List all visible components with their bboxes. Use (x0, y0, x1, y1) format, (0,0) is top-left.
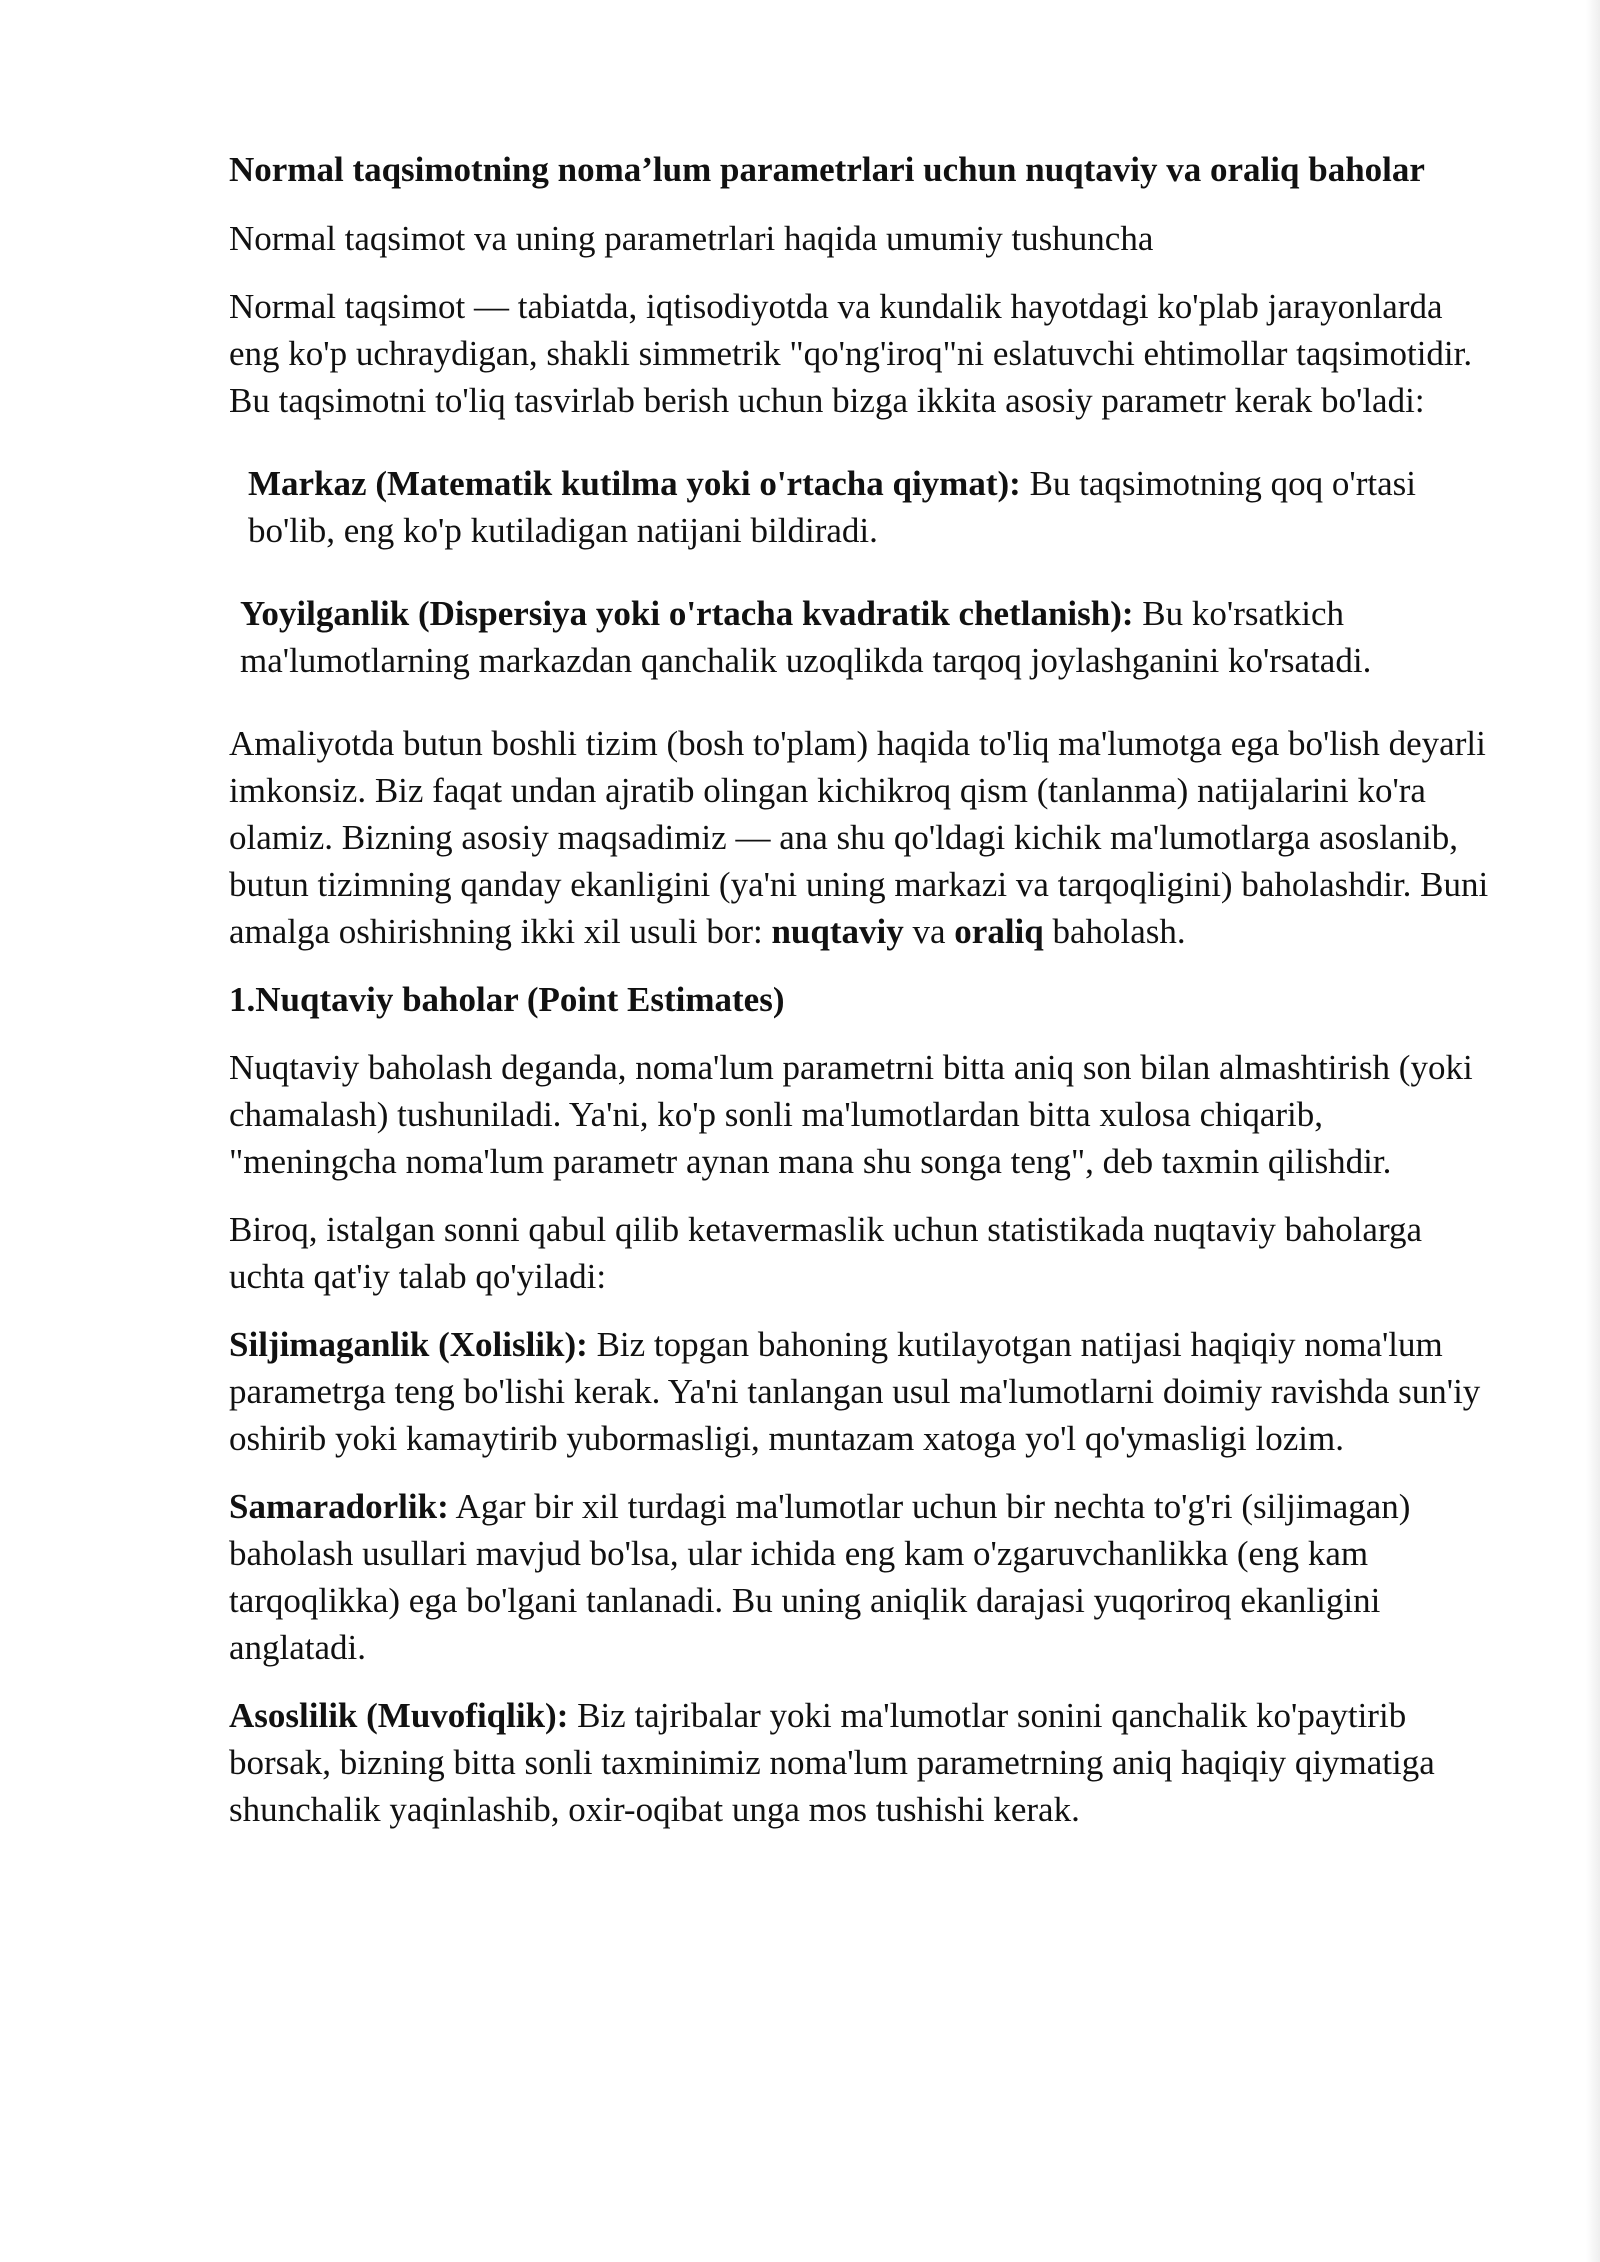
practice-paragraph (229, 720, 1491, 955)
practice-bold-nuqtaviy: nuqtaviy (771, 912, 904, 951)
requirement-unbiasedness (229, 1321, 1491, 1462)
requirement-consistency-text: Biz tajribalar yoki ma'lumotlar sonini qanchalik ko'paytirib borsak, bizning bitta sonli taxminimiz noma'lum parametrning aniq haqiqiy qiymatiga shunchalik yaqinlashib, oxir-oqibat unga mos tushishi kerak. (229, 1696, 1435, 1829)
intro-paragraph: Normal taqsimot — tabiatda, iqtisodiyotda va kundalik hayotdagi ko'plab jarayonlarda eng ko'p uchraydigan, shakli simmetrik "qo'ng'iroq"ni eslatuvchi ehtimollar taqsimotidir. Bu taqsimotni to'liq tasvirlab berish uchun bizga ikkita asosiy parametr kerak bo'ladi: (229, 287, 1473, 420)
requirement-efficiency-label: Samaradorlik: (229, 1487, 449, 1526)
section1-paragraph-1: Nuqtaviy baholash deganda, noma'lum parametrni bitta aniq son bilan almashtirish (yoki chamalash) tushuniladi. Ya'ni, ko'p sonli ma'lumotlardan bitta xulosa chiqarib, "meningcha noma'lum parametr aynan mana shu songa teng", deb taxmin qilishdir. (229, 1048, 1473, 1181)
section1-paragraph-2: Biroq, istalgan sonni qabul qilib ketavermaslik uchun statistikada nuqtaviy baholarga uchta qat'iy talab qo'yiladi: (229, 1210, 1423, 1296)
page-edge-shadow (1586, 0, 1600, 2262)
param-center-label: Markaz (Matematik kutilma yoki o'rtacha qiymat): (248, 464, 1021, 503)
document-page (229, 146, 1491, 1854)
requirement-efficiency (229, 1483, 1491, 1671)
practice-text: Amaliyotda butun boshli tizim (bosh to'plam) haqida to'liq ma'lumotga ega bo'lish deyarli imkonsiz. Biz faqat undan ajratib olingan kichikroq qism (tanlanma) natijalarini ko'ra olamiz. Bizning asosiy maqsadimiz — ana shu qo'ldagi kichik ma'lumotlarga asoslanib, butun tizimning qanday ekanligini (ya'ni uning markazi va tarqoqligini) baholashdir. Buni amalga oshirishning ikki xil usuli bor: (229, 724, 1489, 951)
requirement-efficiency-text: Agar bir xil turdagi ma'lumotlar uchun bir nechta to'g'ri (siljimagan) baholash usullari mavjud bo'lsa, ular ichida eng kam o'zgaruvchanlikka (eng kam tarqoqlikka) ega bo'lgani tanlanadi. Bu uning aniqlik darajasi yuqoriroq ekanligini anglatadi. (229, 1487, 1411, 1667)
param-center-text: Bu taqsimotning qoq o'rtasi bo'lib, eng ko'p kutiladigan natijani bildiradi. (248, 464, 1416, 550)
practice-end: baholash. (1043, 912, 1186, 951)
param-spread-label: Yoyilganlik (Dispersiya yoki o'rtacha kvadratik chetlanish): (240, 594, 1134, 633)
document-subtitle: Normal taqsimot va uning parametrlari haqida umumiy tushuncha (229, 219, 1154, 258)
requirement-consistency (229, 1692, 1491, 1833)
requirement-unbiasedness-label: Siljimaganlik (Xolislik): (229, 1325, 588, 1364)
param-spread-text: Bu ko'rsatkich ma'lumotlarning markazdan qanchalik uzoqlikda tarqoq joylashganini ko'rsatadi. (240, 594, 1372, 680)
section1-heading: 1.Nuqtaviy baholar (Point Estimates) (229, 980, 785, 1019)
requirement-unbiasedness-text: Biz topgan bahoning kutilayotgan natijasi haqiqiy noma'lum parametrga teng bo'lishi kerak. Ya'ni tanlangan usul ma'lumotlarni doimiy ravishda sun'iy oshirib yoki kamaytirib yubormasligi, muntazam xatoga yo'l qo'ymasligi lozim. (229, 1325, 1481, 1458)
practice-bold-oraliq: oraliq (954, 912, 1044, 951)
requirement-consistency-label: Asoslilik (Muvofiqlik): (229, 1696, 569, 1735)
param-spread-item (229, 590, 1491, 684)
document-title: Normal taqsimotning noma’lum parametrlari uchun nuqtaviy va oraliq baholar (229, 150, 1425, 189)
practice-mid: va (903, 912, 955, 951)
param-center-item (229, 460, 1491, 554)
